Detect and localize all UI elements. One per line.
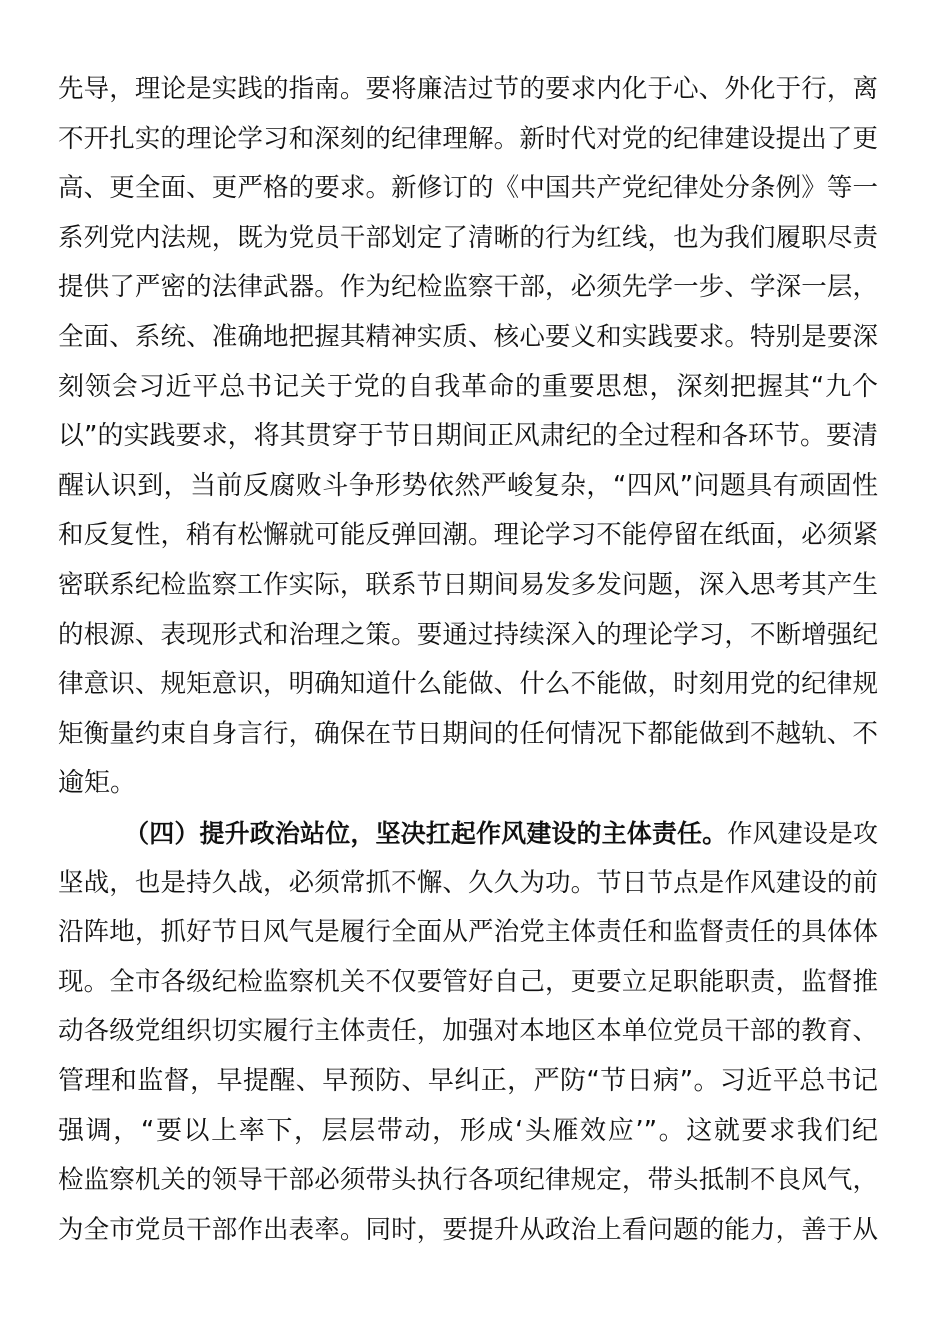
text-line: 检监察机关的领导干部必须带头执行各项纪律规定，带头抵制不良风气， bbox=[58, 1165, 878, 1196]
text-line: 不开扎实的理论学习和深刻的纪律理解。新时代对党的纪律建设提出了更 bbox=[58, 123, 878, 154]
paragraph-theory-study bbox=[58, 65, 878, 809]
text-line: 以”的实践要求，将其贯穿于节日期间正风肃纪的全过程和各环节。要清 bbox=[58, 421, 878, 452]
text-line: 强调，“要以上率下，层层带动，形成‘头雁效应’”。这就要求我们纪 bbox=[58, 1115, 878, 1146]
text-line: 律意识、规矩意识，明确知道什么能做、什么不能做，时刻用党的纪律规 bbox=[58, 669, 878, 700]
text-line: 沿阵地，抓好节日风气是履行全面从严治党主体责任和监督责任的具体体 bbox=[58, 917, 878, 948]
text-line: 醒认识到，当前反腐败斗争形势依然严峻复杂，“四风”问题具有顽固性 bbox=[58, 470, 878, 501]
text-line: 逾矩。 bbox=[58, 768, 137, 799]
text-line: 管理和监督，早提醒、早预防、早纠正，严防“节日病”。习近平总书记 bbox=[58, 1065, 878, 1096]
text-line: 先导，理论是实践的指南。要将廉洁过节的要求内化于心、外化于行，离 bbox=[58, 74, 878, 104]
text-line: 为全市党员干部作出表率。同时，要提升从政治上看问题的能力，善于从 bbox=[58, 1214, 878, 1245]
heading-line-rest: 作风建设是攻 bbox=[727, 819, 878, 848]
text-line: 全面、系统、准确地把握其精神实质、核心要义和实践要求。特别是要深 bbox=[58, 321, 878, 352]
text-line: 矩衡量约束自身言行，确保在节日期间的任何情况下都能做到不越轨、不 bbox=[58, 718, 878, 749]
text-line: 和反复性，稍有松懈就可能反弹回潮。理论学习不能停留在纸面，必须紧 bbox=[58, 520, 878, 551]
text-line: 系列党内法规，既为党员干部划定了清晰的行为红线，也为我们履职尽责 bbox=[58, 222, 878, 253]
text-line: 提供了严密的法律武器。作为纪检监察干部，必须先学一步、学深一层， bbox=[58, 272, 878, 303]
section-heading: （四）提升政治站位，坚决扛起作风建设的主体责任。 bbox=[124, 819, 728, 848]
paragraph-political-stance bbox=[58, 809, 878, 1255]
text-line: 高、更全面、更严格的要求。新修订的《中国共产党纪律处分条例》等一 bbox=[58, 173, 878, 204]
text-line: 密联系纪检监察工作实际，联系节日期间易发多发问题，深入思考其产生 bbox=[58, 569, 878, 600]
text-line: 现。全市各级纪检监察机关不仅要管好自己，更要立足职能职责，监督推 bbox=[58, 966, 878, 997]
text-line bbox=[58, 809, 878, 859]
text-line: 动各级党组织切实履行主体责任，加强对本地区本单位党员干部的教育、 bbox=[58, 1016, 878, 1047]
text-line: 的根源、表现形式和治理之策。要通过持续深入的理论学习，不断增强纪 bbox=[58, 619, 878, 650]
text-line: 刻领会习近平总书记关于党的自我革命的重要思想，深刻把握其“九个 bbox=[58, 371, 878, 402]
text-line: 坚战，也是持久战，必须常抓不懈、久久为功。节日节点是作风建设的前 bbox=[58, 867, 878, 898]
